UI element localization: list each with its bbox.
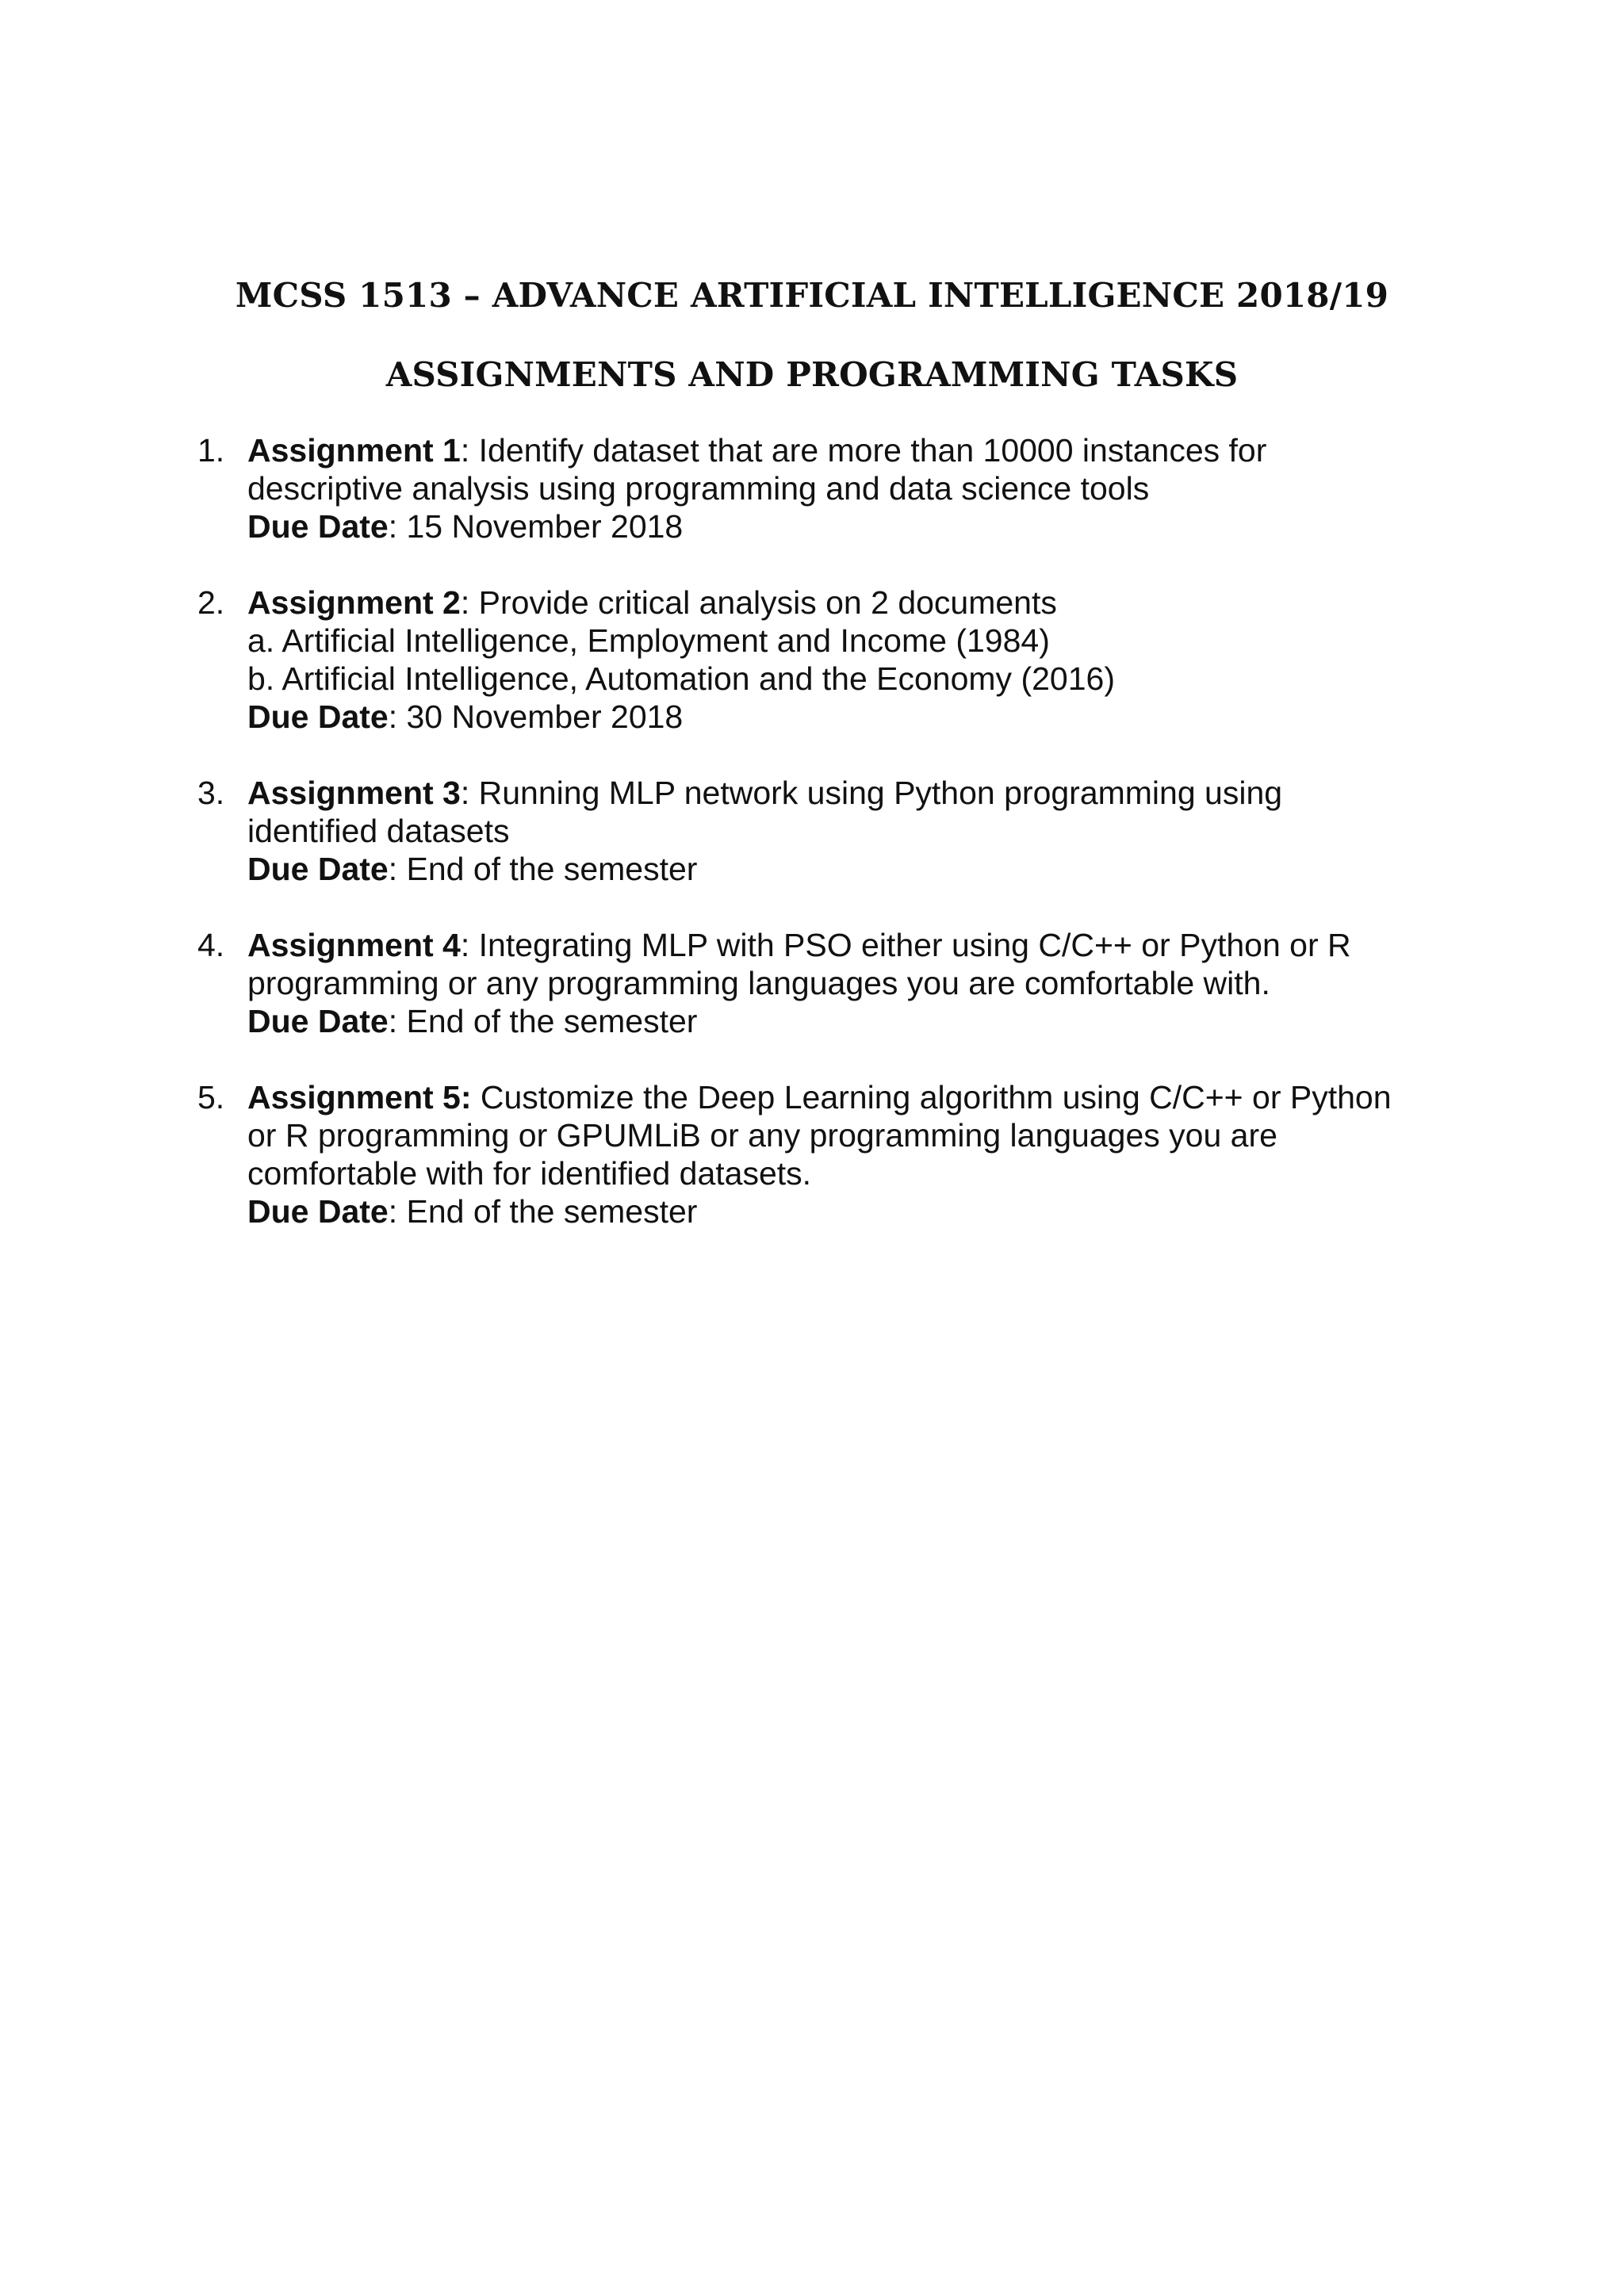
due-date-value: : 15 November 2018 bbox=[388, 508, 684, 545]
course-title: MCSS 1513 – ADVANCE ARTIFICIAL INTELLIGENCE 2018/19 bbox=[235, 276, 1389, 315]
item-number: 5. bbox=[197, 1079, 225, 1115]
due-date-value: : End of the semester bbox=[388, 1193, 698, 1230]
description-text: comfortable with for identified datasets. bbox=[247, 1155, 812, 1192]
label-separator: : bbox=[460, 432, 470, 469]
due-date-value: : 30 November 2018 bbox=[388, 698, 684, 735]
assignment-list bbox=[197, 431, 1434, 1269]
assignment-label: Assignment 4 bbox=[247, 927, 461, 963]
assignment-label: Assignment 3 bbox=[247, 775, 461, 811]
item-number: 3. bbox=[197, 775, 225, 811]
due-date bbox=[247, 507, 1434, 545]
due-date bbox=[247, 698, 1434, 736]
due-date bbox=[247, 1192, 1434, 1230]
assignment-item-3 bbox=[197, 774, 1434, 888]
description-text: Provide critical analysis on 2 documents bbox=[469, 584, 1057, 621]
assignment-label: Assignment 1 bbox=[247, 432, 461, 469]
assignment-description bbox=[247, 431, 1434, 469]
description-text: Integrating MLP with PSO either using C/C++ or Python or R bbox=[469, 927, 1351, 963]
description-text: identified datasets bbox=[247, 813, 510, 849]
assignment-description bbox=[247, 926, 1434, 964]
due-date-value: : End of the semester bbox=[388, 1003, 698, 1039]
assignment-item-1 bbox=[197, 431, 1434, 545]
description-text: programming or any programming languages you are comfortable with. bbox=[247, 965, 1270, 1001]
item-number: 4. bbox=[197, 927, 225, 963]
assignment-label: Assignment 2 bbox=[247, 584, 461, 621]
label-separator: : bbox=[460, 584, 470, 621]
description-text: Customize the Deep Learning algorithm using C/C++ or Python bbox=[471, 1079, 1392, 1115]
assignment-label: Assignment 5: bbox=[247, 1079, 472, 1115]
assignment-item-4 bbox=[197, 926, 1434, 1040]
assignment-item-5 bbox=[197, 1078, 1434, 1230]
label-separator: : bbox=[460, 927, 470, 963]
item-number: 2. bbox=[197, 584, 225, 621]
due-date-value: : End of the semester bbox=[388, 851, 698, 887]
due-date-label: Due Date bbox=[247, 698, 389, 735]
due-date-label: Due Date bbox=[247, 1193, 389, 1230]
assignment-item-2 bbox=[197, 584, 1434, 736]
due-date bbox=[247, 1002, 1434, 1040]
due-date-label: Due Date bbox=[247, 508, 389, 545]
section-title: ASSIGNMENTS AND PROGRAMMING TASKS bbox=[385, 355, 1239, 394]
description-text: descriptive analysis using programming and data science tools bbox=[247, 470, 1150, 507]
sub-item-b: b. Artificial Intelligence, Automation and the Economy (2016) bbox=[247, 660, 1115, 697]
due-date-label: Due Date bbox=[247, 851, 389, 887]
description-text: Running MLP network using Python programming using bbox=[469, 775, 1283, 811]
description-text: or R programming or GPUMLiB or any programming languages you are bbox=[247, 1117, 1277, 1154]
assignment-description bbox=[247, 584, 1434, 622]
due-date-label: Due Date bbox=[247, 1003, 389, 1039]
label-separator: : bbox=[460, 775, 470, 811]
item-number: 1. bbox=[197, 432, 225, 469]
assignment-description bbox=[247, 1078, 1434, 1116]
due-date bbox=[247, 850, 1434, 888]
assignment-description bbox=[247, 774, 1434, 812]
sub-item-a: a. Artificial Intelligence, Employment and Income (1984) bbox=[247, 622, 1050, 659]
description-text: Identify dataset that are more than 10000 instances for bbox=[469, 432, 1267, 469]
